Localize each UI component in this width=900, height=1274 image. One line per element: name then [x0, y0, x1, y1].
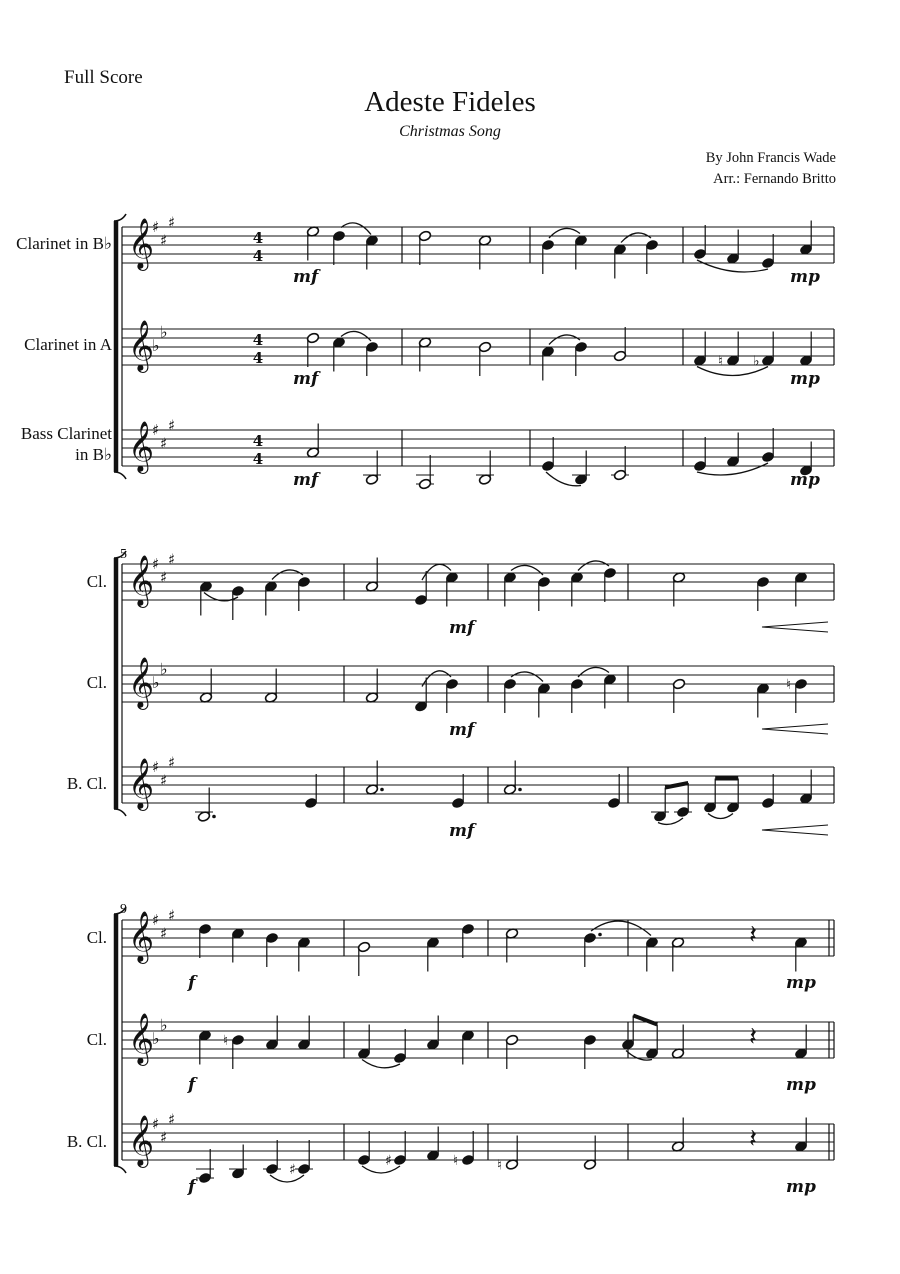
slur: [341, 331, 371, 341]
time-signature-denominator: 4: [252, 349, 264, 367]
key-flat: ♭: [152, 673, 160, 692]
slur: [362, 1060, 400, 1068]
key-sharp: ♯: [168, 1110, 176, 1129]
slur: [270, 1175, 304, 1182]
instrument-label-clarinet-a: Clarinet in A: [24, 335, 112, 354]
treble-clef: 𝄞: [128, 758, 155, 809]
key-sharp: ♯: [160, 231, 168, 250]
key-sharp: ♯: [160, 924, 168, 943]
dynamic-mp: mp: [790, 369, 820, 389]
instrument-label-short: B. Cl.: [66, 774, 107, 793]
accidental: ♮: [718, 353, 724, 370]
time-signature-denominator: 4: [252, 247, 264, 265]
bracket-hook: [114, 214, 126, 221]
slur: [341, 223, 371, 235]
instrument-label-clarinet-bb: Clarinet in B♭: [16, 234, 112, 253]
dynamic-mp: mp: [786, 1075, 816, 1095]
instrument-label-short: Cl.: [86, 673, 107, 692]
key-sharp: ♯: [152, 1115, 160, 1133]
accidental: ♮: [223, 1033, 229, 1049]
key-sharp: ♯: [168, 213, 176, 232]
augmentation-dot: [518, 788, 522, 792]
dynamic-mp: mp: [790, 267, 820, 287]
dynamic-mf: mf: [293, 470, 319, 490]
accidental: ♮: [786, 677, 792, 693]
treble-clef: 𝄞: [128, 421, 155, 472]
slur: [362, 1166, 400, 1173]
augmentation-dot: [212, 815, 216, 819]
slur: [549, 335, 580, 345]
slur: [621, 233, 651, 243]
accidental: ♯: [385, 1153, 392, 1169]
accidental: ♯: [289, 1162, 296, 1178]
quarter-rest: 𝄽: [749, 1124, 757, 1154]
beam: [633, 1016, 657, 1025]
bracket-hook: [114, 472, 126, 479]
dynamic-mf: mf: [449, 821, 475, 841]
slur: [549, 228, 580, 238]
treble-clef: 𝄞: [128, 555, 155, 606]
key-sharp: ♯: [152, 555, 160, 573]
crescendo-hairpin: [762, 825, 828, 835]
crescendo-hairpin: [762, 622, 828, 632]
quarter-rest: 𝄽: [749, 920, 757, 950]
dynamic-mf: mf: [293, 267, 319, 287]
key-flat: ♭: [160, 322, 168, 342]
treble-clef: 𝄞: [128, 1115, 155, 1166]
key-flat: ♭: [152, 1029, 160, 1048]
key-flat: ♭: [160, 659, 168, 679]
slur: [511, 565, 543, 575]
time-signature-numerator: 4: [252, 331, 264, 349]
bracket-hook: [114, 809, 126, 816]
treble-clef: 𝄞: [128, 1013, 155, 1064]
key-sharp: ♯: [152, 758, 160, 776]
bracket-hook: [114, 1166, 126, 1173]
key-sharp: ♯: [168, 550, 176, 569]
beam: [665, 783, 688, 788]
crescendo-hairpin: [762, 724, 828, 734]
key-sharp: ♯: [168, 906, 176, 925]
dynamic-mf: mf: [449, 720, 475, 740]
dynamic-mp: mp: [786, 973, 816, 993]
key-flat: ♭: [160, 1015, 168, 1035]
instrument-label-short: Cl.: [86, 572, 107, 591]
key-sharp: ♯: [160, 568, 168, 587]
treble-clef: 𝄞: [128, 320, 155, 371]
instrument-label-short: Cl.: [86, 1030, 107, 1049]
score-label: Full Score: [64, 67, 143, 88]
augmentation-dot: [380, 788, 384, 792]
slur: [578, 667, 609, 677]
dynamic-mp: mp: [786, 1177, 816, 1197]
time-signature-numerator: 4: [252, 432, 264, 450]
treble-clef: 𝄞: [128, 218, 155, 269]
key-sharp: ♯: [160, 1128, 168, 1147]
measure-number-5: 5: [120, 547, 127, 562]
slur: [272, 570, 303, 580]
key-sharp: ♯: [168, 416, 176, 435]
accidental: ♮: [497, 1157, 503, 1174]
instrument-label-bass-clarinet: Bass Clarinet: [20, 424, 112, 443]
treble-clef: 𝄞: [128, 657, 155, 708]
instrument-label-bass-clarinet-2: in B♭: [75, 445, 112, 464]
quarter-rest: 𝄽: [749, 1022, 757, 1052]
dynamic-f: f: [188, 1075, 196, 1095]
key-sharp: ♯: [152, 911, 160, 929]
dynamic-mf: mf: [449, 618, 475, 638]
composer-credit: By John Francis Wade: [705, 150, 836, 166]
key-sharp: ♯: [168, 753, 176, 772]
accidental: ♭: [753, 353, 760, 370]
measure-number-9: 9: [120, 902, 127, 917]
dynamic-mf: mf: [293, 369, 319, 389]
dynamic-mp: mp: [790, 470, 820, 490]
key-sharp: ♯: [160, 771, 168, 790]
dynamic-f: f: [188, 973, 196, 993]
dynamic-f: f: [188, 1177, 196, 1197]
slur: [511, 672, 543, 682]
arranger-credit: Arr.: Fernando Britto: [713, 171, 836, 187]
score-subtitle: Christmas Song: [399, 123, 501, 140]
treble-clef: 𝄞: [128, 911, 155, 962]
score-title: Adeste Fideles: [364, 86, 536, 118]
slur: [578, 561, 609, 571]
time-signature-denominator: 4: [252, 450, 264, 468]
time-signature-numerator: 4: [252, 229, 264, 247]
instrument-label-short: Cl.: [86, 928, 107, 947]
augmentation-dot: [598, 933, 602, 937]
instrument-label-short: B. Cl.: [66, 1132, 107, 1151]
key-sharp: ♯: [160, 434, 168, 453]
key-flat: ♭: [152, 336, 160, 355]
accidental: ♮: [453, 1153, 459, 1169]
key-sharp: ♯: [152, 218, 160, 236]
slur: [708, 814, 733, 819]
key-sharp: ♯: [152, 421, 160, 439]
